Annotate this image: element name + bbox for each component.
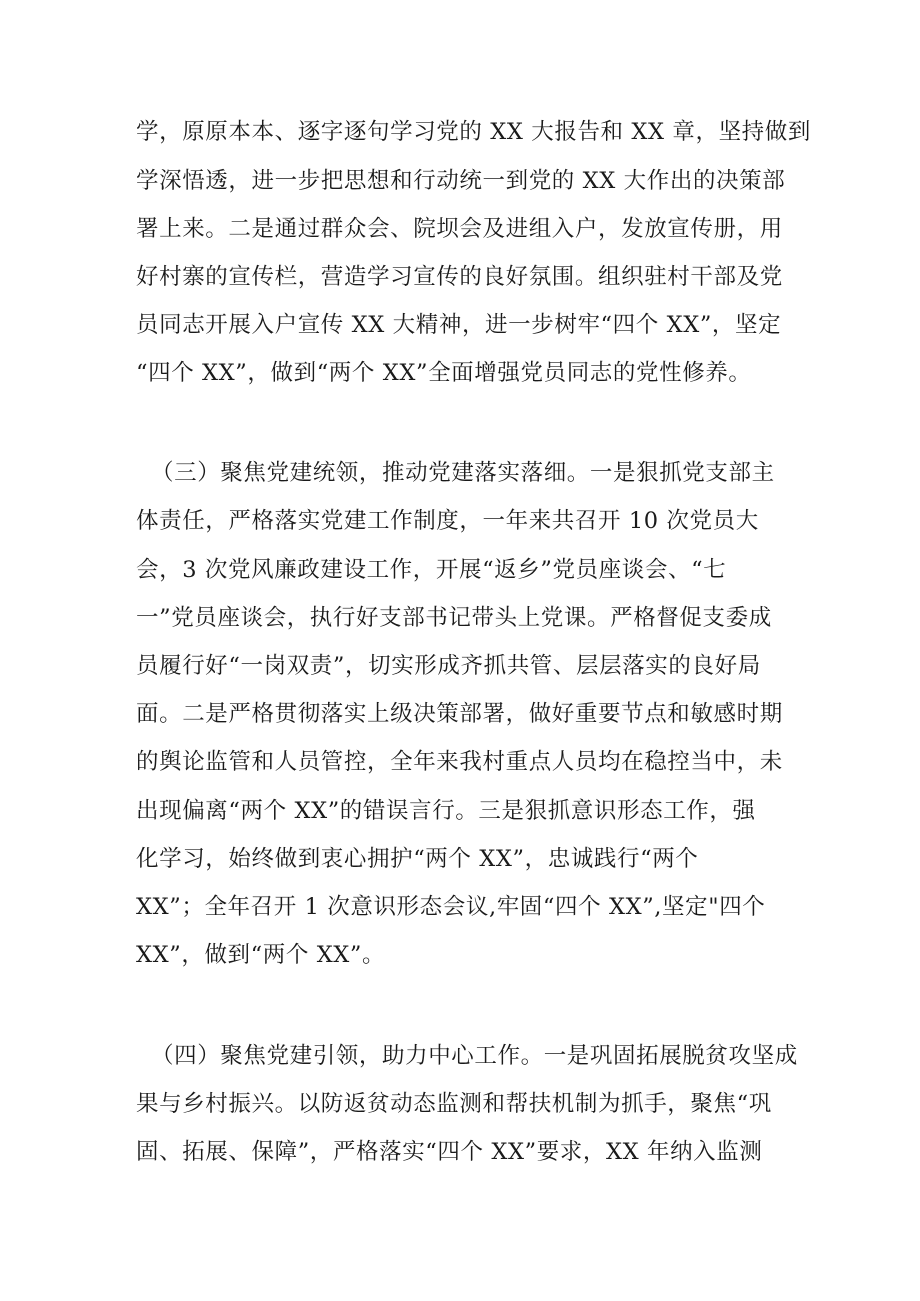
text-line: （三）聚焦党建统领，推动党建落实落细。一是狠抓党支部主 xyxy=(151,460,775,486)
text-line: “四个 XX”，做到“两个 XX”全面增强党员同志的党性修养。 xyxy=(136,360,752,386)
text-line: 学，原原本本、逐字逐句学习党的 XX 大报告和 XX 章，坚持做到 xyxy=(136,119,811,145)
text-line: 体责任，严格落实党建工作制度，一年来共召开 10 次党员大 xyxy=(136,508,759,534)
text-line: XX”，做到“两个 XX”。 xyxy=(136,942,386,968)
text-line: 员履行好“一岗双责”，切实形成齐抓共管、层层落实的良好局 xyxy=(136,653,761,679)
text-line: 一”党员座谈会，执行好支部书记带头上党课。严格督促支委成 xyxy=(136,605,772,631)
text-line: 的舆论监管和人员管控，全年来我村重点人员均在稳控当中，未 xyxy=(136,749,783,775)
text-line: （四）聚焦党建引领，助力中心工作。一是巩固拓展脱贫攻坚成 xyxy=(151,1043,798,1069)
text-line: 果与乡村振兴。以防返贫动态监测和帮扶机制为抓手，聚焦“巩 xyxy=(136,1091,772,1117)
text-line: 署上来。二是通过群众会、院坝会及进组入户，发放宣传册，用 xyxy=(136,216,783,242)
text-line: 会，3 次党风廉政建设工作，开展“返乡”党员座谈会、“七 xyxy=(136,557,727,583)
text-line: 学深悟透，进一步把思想和行动统一到党的 XX 大作出的决策部 xyxy=(136,168,786,194)
text-line: 固、拓展、保障”，严格落实“四个 XX”要求，XX 年纳入监测 xyxy=(136,1139,763,1165)
text-line: 员同志开展入户宣传 XX 大精神，进一步树牢“四个 XX”，坚定 xyxy=(136,312,782,338)
text-line: 出现偏离“两个 XX”的错误言行。三是狠抓意识形态工作，强 xyxy=(136,798,756,824)
text-line: 面。二是严格贯彻落实上级决策部署，做好重要节点和敏感时期 xyxy=(136,701,783,727)
text-line: 化学习，始终做到衷心拥护“两个 XX”，忠诚践行“两个 xyxy=(136,846,699,872)
text-line: XX”；全年召开 1 次意识形态会议,牢固“四个 XX”,坚定"四个 xyxy=(136,894,766,920)
text-line: 好村寨的宣传栏，营造学习宣传的良好氛围。组织驻村干部及党 xyxy=(136,264,783,290)
